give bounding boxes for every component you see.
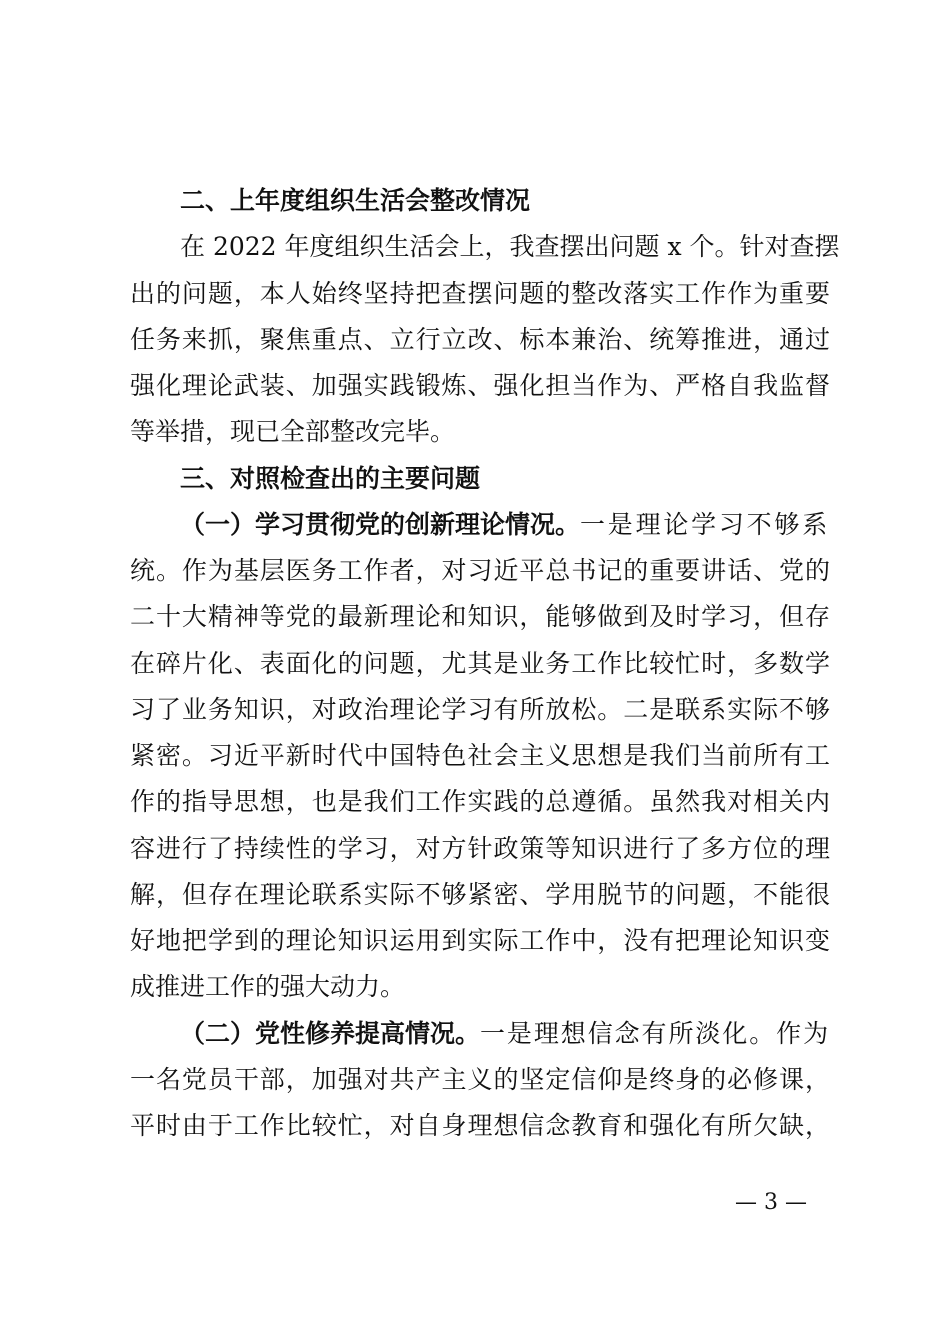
- paragraph-line-text: 平时由于工作比较忙，对自身理想信念教育和强化有所欠缺，: [130, 1111, 831, 1140]
- paragraph-line-text: 等举措，现已全部整改完毕。: [130, 417, 456, 447]
- paragraph-line: [130, 964, 830, 1010]
- paragraph-line-text: 统。作为基层医务工作者，对习近平总书记的重要讲话、党的: [130, 556, 831, 585]
- paragraph-line-text: 好地把学到的理论知识运用到实际工作中，没有把理论知识变: [130, 926, 831, 955]
- document-body: [130, 178, 840, 1149]
- paragraph-line-text: 强化理论武装、加强实践锻炼、强化担当作为、严格自我监督: [130, 371, 831, 400]
- paragraph-line: [130, 733, 830, 779]
- paragraph-line: [130, 409, 830, 455]
- paragraph-line-text: 作的指导思想，也是我们工作实践的总遵循。虽然我对相关内: [130, 787, 831, 817]
- paragraph-line-text: 解，但存在理论联系实际不够紧密、学用脱节的问题，不能很: [130, 879, 831, 909]
- paragraph-line-text: 紧密。习近平新时代中国特色社会主义思想是我们当前所有工: [130, 741, 831, 770]
- paragraph-line-text: 习了业务知识，对政治理论学习有所放松。二是联系实际不够: [130, 694, 831, 724]
- subsection-first-line-text: 一是理想信念有所淡化。作为: [480, 1018, 830, 1048]
- paragraph-line: [130, 872, 830, 918]
- subsection-title: （二）党性修养提高情况。: [180, 1018, 481, 1048]
- paragraph-line-text: 成推进工作的强大动力。: [130, 972, 406, 1002]
- paragraph-line-text: 出的问题，本人始终坚持把查摆问题的整改落实工作作为重要: [130, 278, 831, 308]
- paragraph-line: [130, 641, 830, 687]
- paragraph-line-text: 任务来抓，聚焦重点、立行立改、标本兼治、统筹推进，通过: [130, 324, 831, 354]
- paragraph-line-text: 二十大精神等党的最新理论和知识，能够做到及时学习，但存: [130, 602, 831, 632]
- paragraph-line: [130, 271, 830, 317]
- paragraph-line: [130, 363, 830, 409]
- paragraph-line: [130, 317, 830, 363]
- paragraph-line: [130, 594, 830, 640]
- paragraph-line-text: 在碎片化、表面化的问题，尤其是业务工作比较忙时，多数学: [130, 648, 831, 678]
- paragraph-line: [130, 918, 830, 964]
- paragraph-line: [130, 687, 830, 733]
- paragraph-line-text: 容进行了持续性的学习，对方针政策等知识进行了多方位的理: [130, 833, 831, 863]
- paragraph-line: [130, 1103, 830, 1149]
- section-heading-text: 二、上年度组织生活会整改情况: [180, 186, 531, 215]
- section-heading-text: 三、对照检查出的主要问题: [180, 463, 481, 493]
- page-number: — 3 —: [735, 1190, 807, 1215]
- subsection-lead-line: [130, 502, 830, 548]
- paragraph-line: [130, 826, 830, 872]
- paragraph-line: [130, 548, 830, 594]
- subsection-lead-line: [130, 1011, 830, 1057]
- subsection-first-line-text: 一是理论学习不够系: [580, 509, 830, 539]
- paragraph-line-text: 在 2022 年度组织生活会上，我查摆出问题 x 个。针对查摆: [180, 232, 840, 262]
- paragraph-line: [130, 224, 840, 270]
- paragraph-line-text: 一名党员干部，加强对共产主义的坚定信仰是终身的必修课，: [130, 1064, 831, 1094]
- subsection-title: （一）学习贯彻党的创新理论情况。: [180, 509, 581, 539]
- paragraph-line: [130, 1057, 830, 1103]
- section-heading: [130, 178, 830, 224]
- section-heading: [130, 456, 830, 502]
- paragraph-line: [130, 779, 830, 825]
